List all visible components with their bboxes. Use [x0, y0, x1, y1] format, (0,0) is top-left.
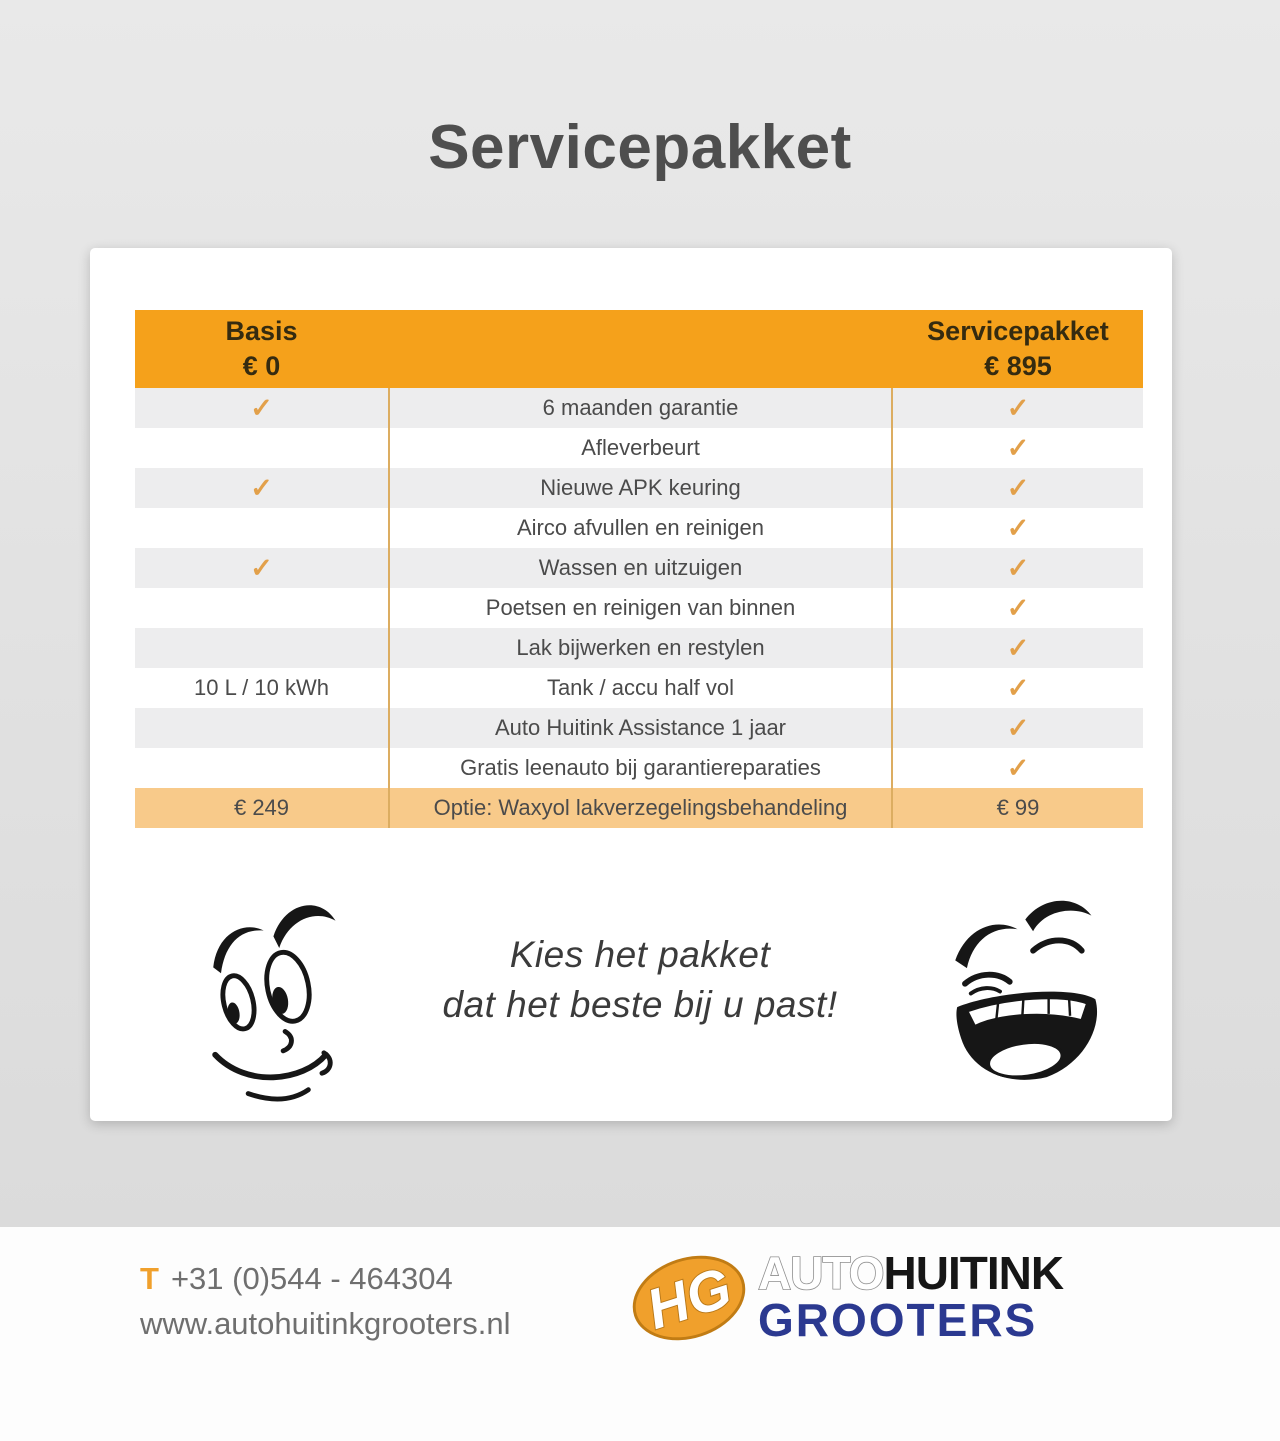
servicepakket-price: € 895: [984, 351, 1052, 381]
slogan-line-1: Kies het pakket: [509, 934, 771, 975]
servicepakket-cell: ✓: [1006, 392, 1030, 423]
feature-cell: Airco afvullen en reinigen: [388, 508, 893, 548]
table-row: [135, 708, 1143, 748]
service-comparison-table: [135, 310, 1143, 828]
brand-huitink-text: HUITINK: [883, 1249, 1064, 1299]
table-row: [135, 588, 1143, 628]
phone-prefix: T: [140, 1261, 159, 1296]
feature-cell: 6 maanden garantie: [388, 388, 893, 428]
servicepakket-cell: ✓: [1006, 592, 1030, 623]
phone-value: +31 (0)544 - 464304: [170, 1261, 453, 1296]
brand-wordmark: [758, 1249, 1168, 1343]
table-row: [135, 428, 1143, 468]
table-row: [135, 468, 1143, 508]
servicepakket-cell: ✓: [1006, 672, 1030, 703]
basis-cell: [135, 748, 388, 788]
happy-face-illustration: [188, 886, 353, 1108]
servicepakket-cell: ✓: [1006, 552, 1030, 583]
servicepakket-label: Servicepakket: [927, 315, 1109, 346]
table-row: [135, 788, 1143, 828]
column-header-servicepakket: [893, 314, 1143, 384]
company-logo: [626, 1243, 1168, 1353]
basis-cell: ✓: [250, 552, 273, 583]
servicepakket-cell: ✓: [1006, 712, 1030, 743]
hg-monogram-icon: [626, 1243, 752, 1353]
laughing-face-illustration: [928, 890, 1108, 1095]
table-row: [135, 508, 1143, 548]
servicepakket-cell: ✓: [1006, 472, 1030, 503]
basis-cell: [135, 708, 388, 748]
feature-cell: Poetsen en reinigen van binnen: [388, 588, 893, 628]
column-header-basis: [135, 314, 388, 384]
basis-cell: ✓: [250, 392, 273, 423]
table-row: [135, 388, 1143, 428]
table-header-row: [135, 310, 1143, 388]
svg-text:AUTOHUITINK: [758, 1249, 1064, 1299]
feature-cell: Afleverbeurt: [388, 428, 893, 468]
servicepakket-cell: ✓: [1006, 512, 1030, 543]
servicepakket-cell: ✓: [1006, 752, 1030, 783]
feature-cell: Tank / accu half vol: [388, 668, 893, 708]
brand-grooters-text: GROOTERS: [758, 1294, 1038, 1343]
basis-cell: [135, 628, 388, 668]
table-row: [135, 748, 1143, 788]
feature-cell: Nieuwe APK keuring: [388, 468, 893, 508]
table-row: [135, 628, 1143, 668]
feature-cell: Auto Huitink Assistance 1 jaar: [388, 708, 893, 748]
basis-price: € 0: [242, 351, 281, 381]
basis-cell: 10 L / 10 kWh: [194, 675, 329, 700]
choose-section: [90, 878, 1172, 1118]
table-row: [135, 668, 1143, 708]
basis-cell: [135, 508, 388, 548]
website-url: www.autohuitinkgrooters.nl: [140, 1306, 511, 1341]
feature-cell: Optie: Waxyol lakverzegelingsbehandeling: [388, 788, 893, 828]
basis-cell: [135, 588, 388, 628]
service-card: [90, 248, 1172, 1121]
slogan-line-2: dat het beste bij u past!: [442, 983, 838, 1025]
brand-auto-text: AUTO: [758, 1249, 884, 1299]
contact-block: [140, 1261, 510, 1342]
footer: [0, 1227, 1280, 1441]
basis-cell: € 249: [233, 795, 290, 820]
page-title: Servicepakket: [428, 113, 852, 182]
basis-label: Basis: [225, 315, 298, 346]
feature-cell: Lak bijwerken en restylen: [388, 628, 893, 668]
feature-cell: Wassen en uitzuigen: [388, 548, 893, 588]
phone-number: [140, 1261, 510, 1297]
hg-monogram-text: HG: [639, 1254, 739, 1341]
slogan-text: [370, 930, 910, 1030]
table-row: [135, 548, 1143, 588]
basis-cell: ✓: [250, 472, 273, 503]
service-table-rows: [135, 388, 1143, 828]
feature-cell: Gratis leenauto bij garantiereparaties: [388, 748, 893, 788]
servicepakket-cell: ✓: [1006, 432, 1030, 463]
servicepakket-cell: ✓: [1006, 632, 1030, 663]
servicepakket-cell: € 99: [996, 795, 1040, 820]
basis-cell: [135, 428, 388, 468]
